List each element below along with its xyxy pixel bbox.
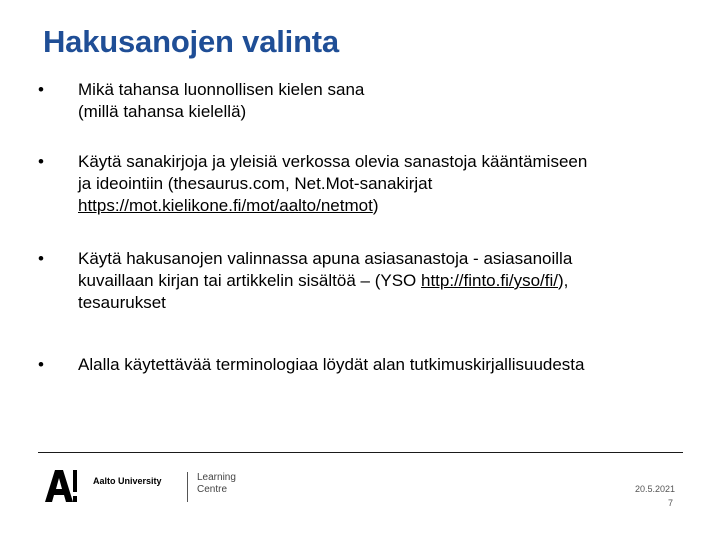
- aalto-a-logo-icon: [45, 470, 77, 502]
- yso-intro-text: kuvaillaan kirjan tai artikkelin sisältöä – (YSO: [78, 271, 421, 290]
- logo-divider: [187, 472, 188, 502]
- bullet-line: [78, 195, 698, 217]
- bullet-line: Alalla käytettävää terminologiaa löydät alan tutkimuskirjallisuudesta: [78, 355, 585, 374]
- footer-divider: [38, 452, 683, 453]
- bullet-marker: •: [38, 355, 44, 374]
- bullet-line: Mikä tahansa luonnollisen kielen sana: [78, 80, 365, 99]
- unit-name: [197, 472, 236, 496]
- university-name: Aalto University: [93, 476, 162, 486]
- bullet-line: [78, 270, 698, 292]
- unit-name-line: Centre: [197, 484, 228, 495]
- bullet-marker: •: [38, 249, 44, 268]
- unit-name-line: Learning: [197, 472, 236, 483]
- bullet-line: Käytä sanakirjoja ja yleisiä verkossa olevia sanastoja kääntämiseen: [78, 152, 588, 171]
- bullet-text: [78, 354, 698, 376]
- yso-closing-text: ),: [558, 271, 569, 290]
- bullet-line: (millä tahansa kielellä): [78, 102, 247, 121]
- bullet-text: [78, 151, 698, 217]
- bullet-text: [78, 79, 698, 123]
- slide-date: 20.5.2021: [634, 484, 675, 494]
- closing-paren: ): [372, 196, 379, 215]
- bullet-marker: •: [38, 80, 44, 99]
- bullet-line: tesaurukset: [78, 293, 166, 312]
- slide-title: Hakusanojen valinta: [43, 24, 339, 59]
- bullet-line: ja ideointiin (thesaurus.com, Net.Mot-sanakirjat: [78, 174, 433, 193]
- bullet-marker: •: [38, 152, 44, 171]
- bullet-text: [78, 248, 698, 314]
- aalto-logo: [45, 470, 255, 504]
- yso-link[interactable]: http://finto.fi/yso/fi/: [420, 271, 558, 290]
- bullet-line: Käytä hakusanojen valinnassa apuna asiasanastoja - asiasanoilla: [78, 249, 573, 268]
- netmot-link[interactable]: https://mot.kielikone.fi/mot/aalto/netmot: [78, 196, 373, 215]
- page-number: 7: [667, 498, 673, 508]
